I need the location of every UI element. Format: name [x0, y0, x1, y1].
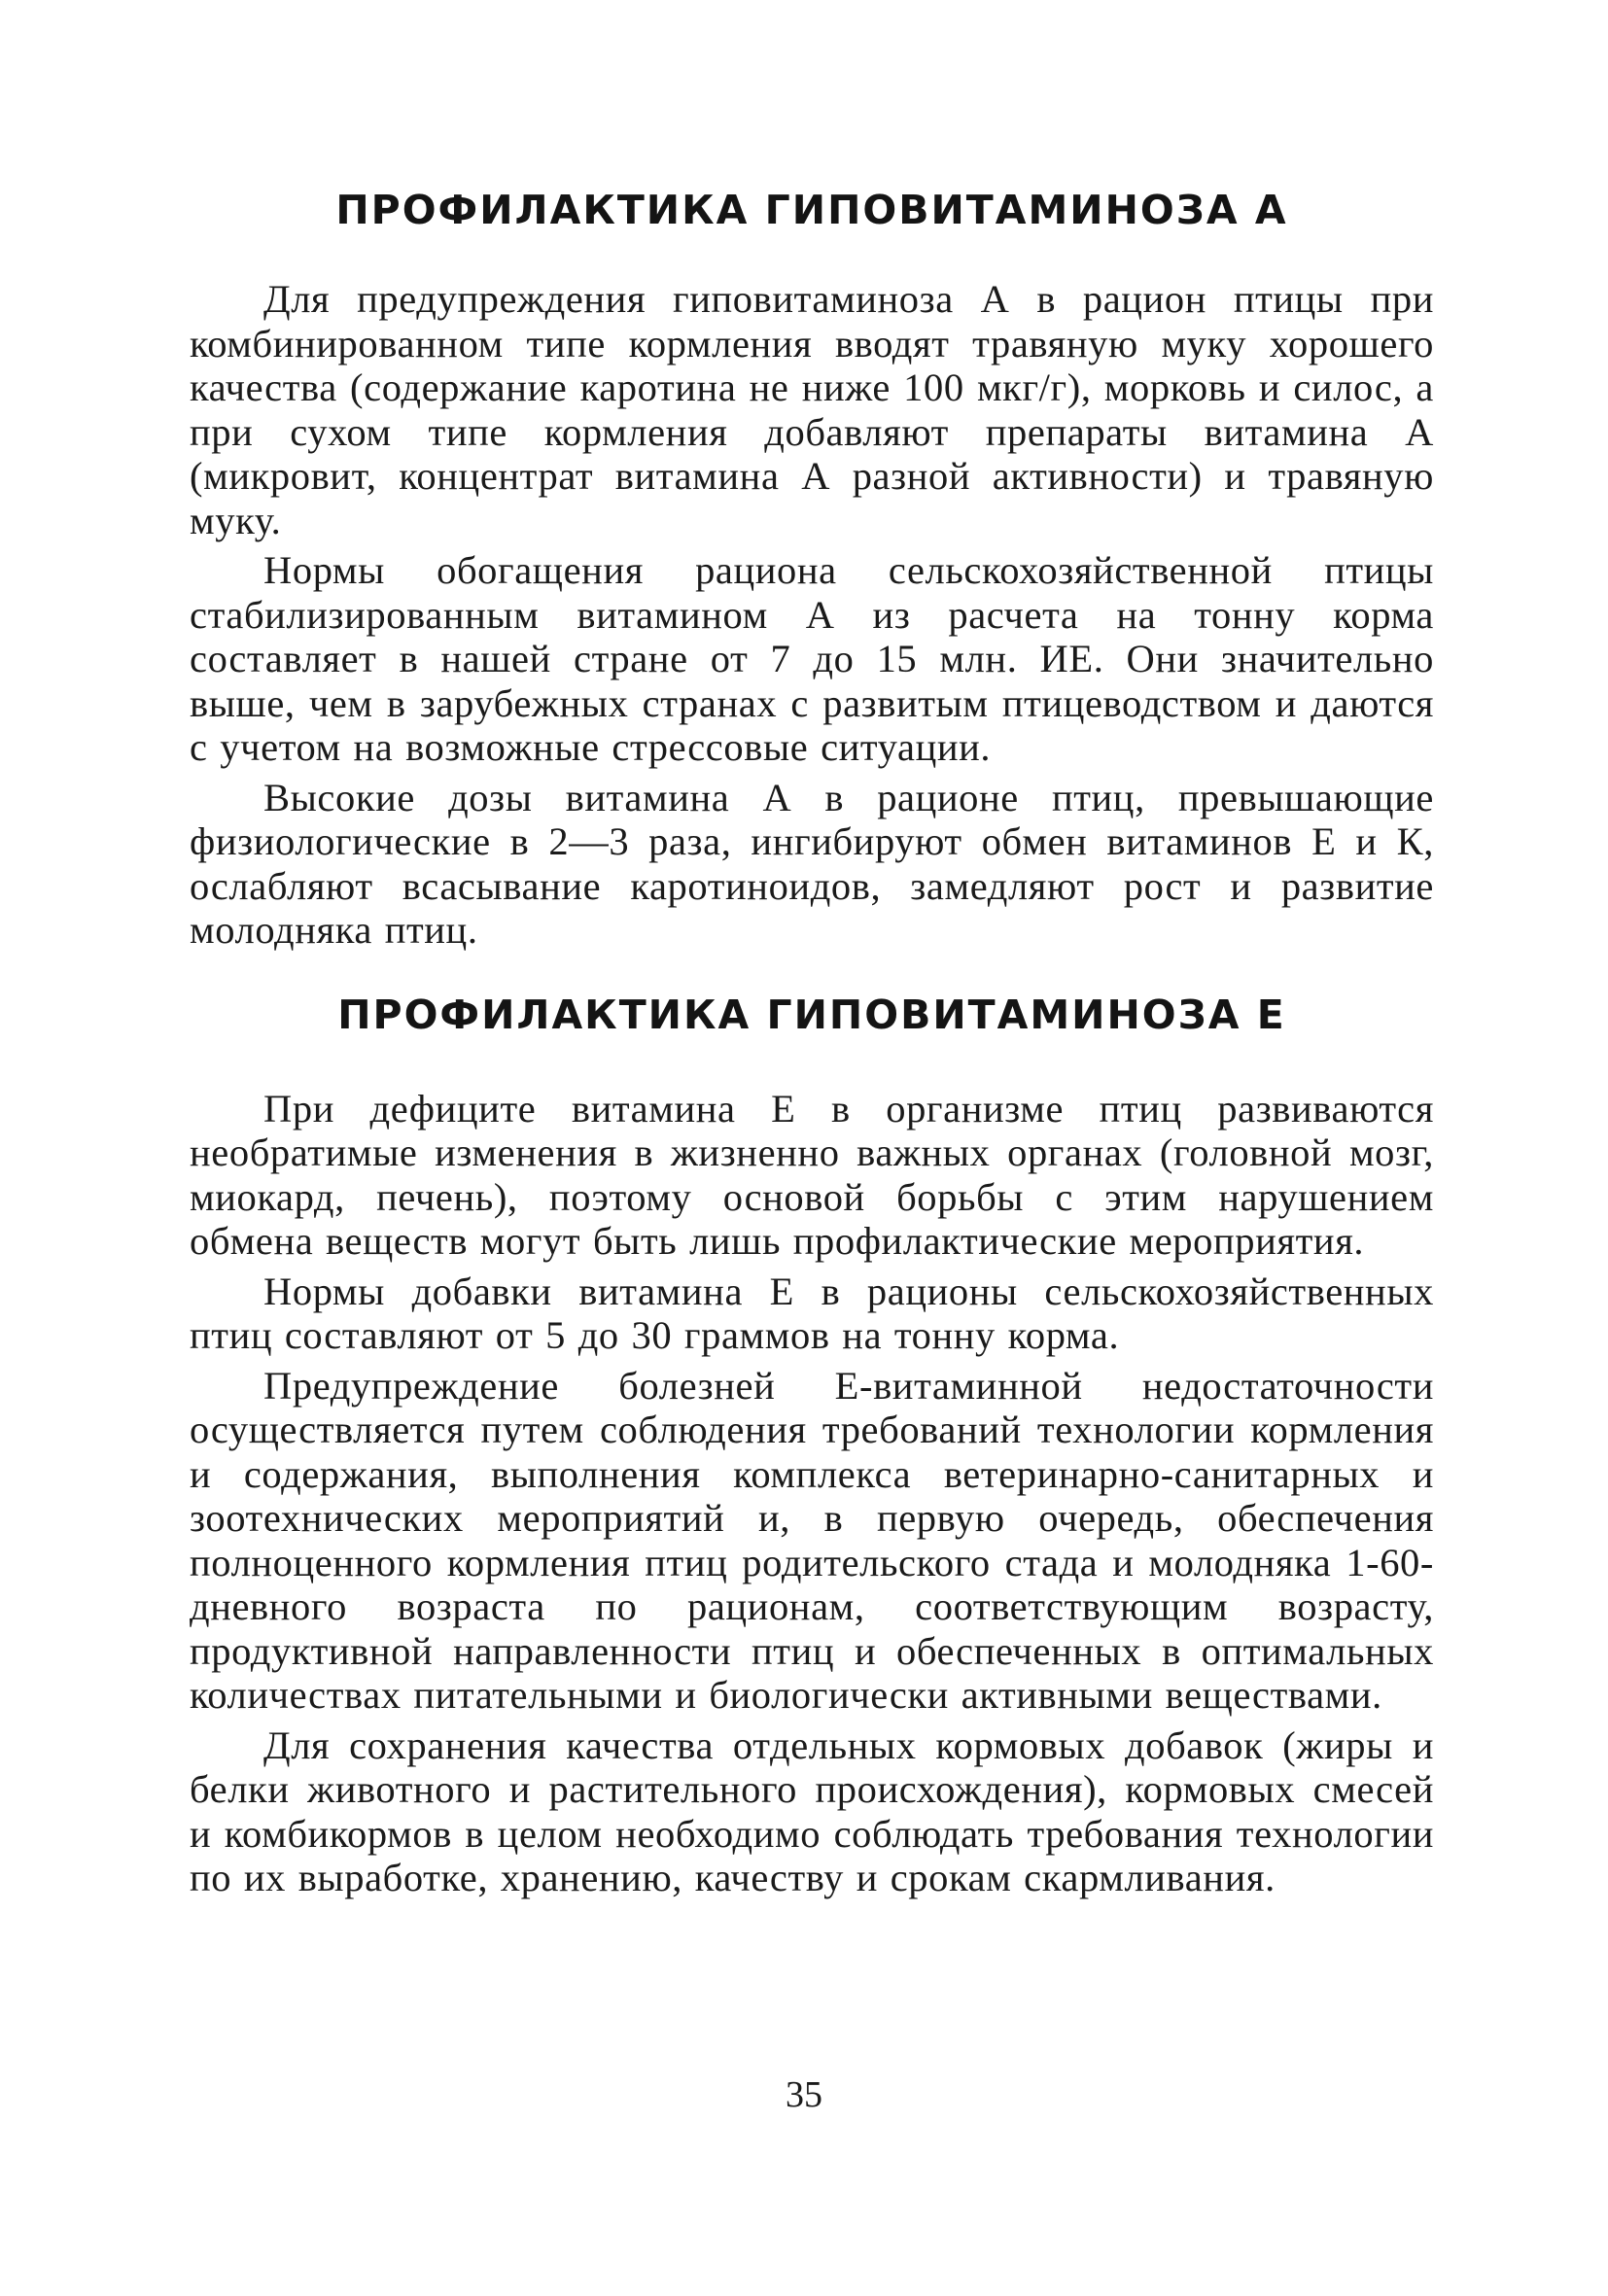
page-number: 35: [786, 2074, 822, 2115]
paragraph: Для сохранения качества отдельных кормовых добавок (жиры и белки животного и растительного происхождения), кормовых смесей и комбикормов в целом необходимо соблюдать требования технологии по их выработке, хранению, качеству и срокам скармливания.: [190, 1722, 1434, 1899]
paragraph: Высокие дозы витамина А в рационе птиц, превышающие физиологические в 2—3 раза, ингибируют обмен витаминов Е и К, ослабляют всасывание каротиноидов, замедляют рост и развитие молодняка птиц.: [190, 775, 1434, 952]
book-page: [190, 170, 1434, 2260]
paragraph: При дефиците витамина Е в организме птиц развиваются необратимые изменения в жизненно важных органах (головной мозг, миокард, печень), поэтому основой борьбы с этим нарушением обмена веществ могут быть лишь профилактические мероприятия.: [190, 1086, 1434, 1263]
paragraph: Нормы добавки витамина Е в рационы сельскохозяйственных птиц составляют от 5 до 30 граммов на тонну корма.: [190, 1269, 1434, 1357]
paragraph: Для предупреждения гиповитаминоза А в рацион птицы при комбинированном типе кормления вводят травяную муку хорошего качества (содержание каротина не ниже 100 мкг/г), морковь и силос, а при сухом типе кормления добавляют препараты витамина А (микровит, концентрат витамина А разной активности) и травяную муку.: [190, 277, 1434, 542]
section-title-vitamin-a: ПРОФИЛАКТИКА ГИПОВИТАМИНОЗА А: [335, 187, 1288, 233]
section-title-vitamin-e: ПРОФИЛАКТИКА ГИПОВИТАМИНОЗА Е: [337, 991, 1286, 1038]
paragraph: Предупреждение болезней Е-витаминной недостаточности осуществляется путем соблюдения требований технологии кормления и содержания, выполнения комплекса ветеринарно-санитарных и зоотехнических мероприятий и, в первую очередь, обеспечения полноценного кормления птиц родительского стада и молодняка 1-60-дневного возраста по рационам, соответствующим возрасту, продуктивной направленности птиц и обеспеченных в оптимальных количествах питательными и биологически активными веществами.: [190, 1363, 1434, 1717]
paragraph: Нормы обогащения рациона сельскохозяйственной птицы стабилизированным витамином А из расчета на тонну корма составляет в нашей стране от 7 до 15 млн. ИЕ. Они значительно выше, чем в зарубежных странах с развитым птицеводством и даются с учетом на возможные стрессовые ситуации.: [190, 548, 1434, 769]
